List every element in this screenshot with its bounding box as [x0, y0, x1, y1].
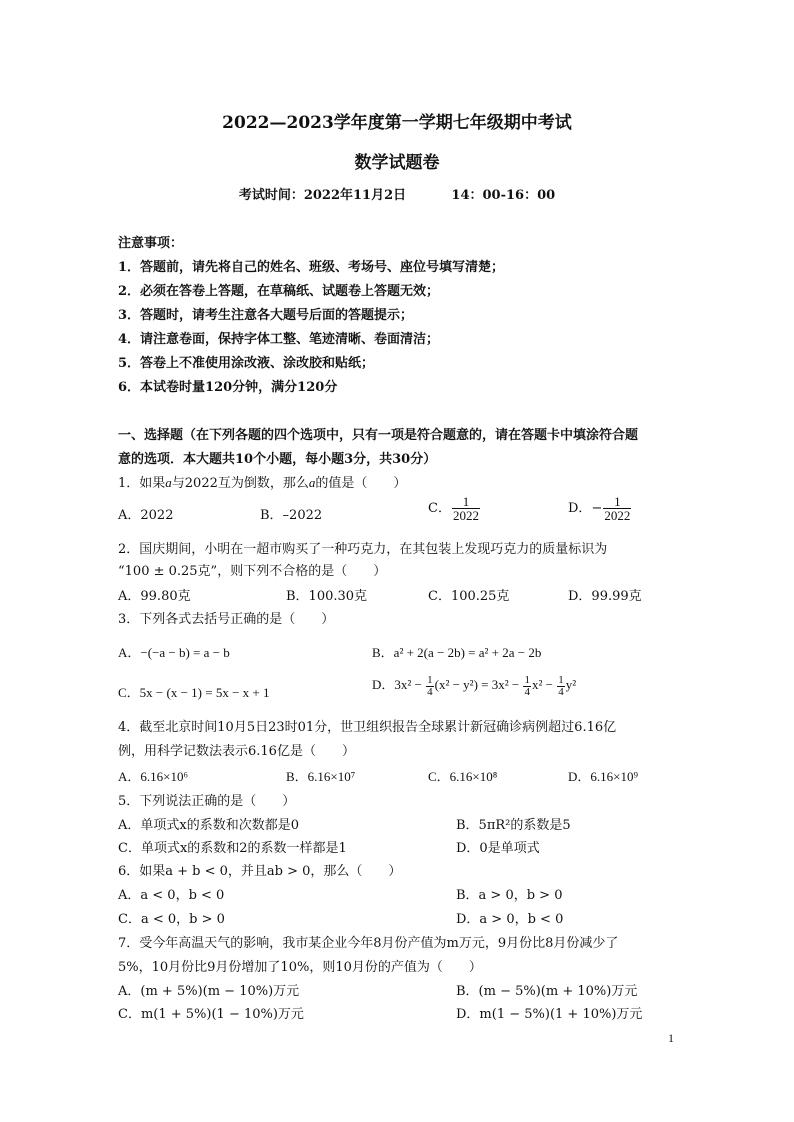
- question-6-option-c: C．a < 0，b > 0: [118, 912, 225, 927]
- exam-title: 2022—2023学年度第一学期七年级期中考试: [222, 113, 572, 133]
- question-2-line1: 2．国庆期间，小明在一超市购买了一种巧克力，在其包装上发现巧克力的质量标识为: [118, 542, 608, 557]
- question-4-option-c: C．6.16×10⁸: [428, 769, 498, 784]
- question-6-stem: 6．如果a + b < 0，并且ab > 0，那么（ ）: [118, 864, 402, 879]
- question-1-option-a: A．2022: [118, 508, 174, 523]
- question-7-line2: 5%，10月份比9月份增加了10%，则10月份的产值为（ ）: [118, 960, 482, 975]
- question-2-line2: “100 ± 0.25克”，则下列不合格的是（ ）: [118, 564, 387, 579]
- question-7-option-c: C．m(1 + 5%)(1 − 10%)万元: [118, 1007, 304, 1022]
- question-2-option-b: B．100.30克: [286, 589, 368, 604]
- question-4-line1: 4．截至北京时间10月5日23时01分，世卫组织报告全球累计新冠确诊病例超过6.16亿: [118, 720, 617, 735]
- question-3-option-a: A．−(−a − b) = a − b: [118, 645, 230, 660]
- question-7-line1: 7．受今年高温天气的影响，我市某企业今年8月份产值为m万元，9月份比8月份减少了: [118, 936, 619, 951]
- question-4-option-b: B．6.16×10⁷: [286, 769, 356, 784]
- note-item: 4．请注意卷面，保持字体工整、笔迹清晰、卷面清洁；: [118, 332, 440, 347]
- question-6-option-d: D．a > 0，b < 0: [456, 912, 564, 927]
- note-item: 6．本试卷时量120分钟，满分120分: [118, 380, 338, 395]
- question-7-option-a: A．(m + 5%)(m − 10%)万元: [118, 984, 300, 999]
- question-3-option-d: D．3x² − $\frac{1}{4}$ (x² − y²) = 3x² − $\frac{1}{4}$ x² − $\frac{1}{4}$ y²: [372, 673, 577, 698]
- question-5-option-a: A．单项式x的系数和次数都是0: [118, 818, 299, 833]
- question-3-stem: 3．下列各式去括号正确的是（ ）: [118, 612, 335, 627]
- question-7-option-d: D．m(1 − 5%)(1 + 10%)万元: [456, 1007, 643, 1022]
- question-1-stem: 1．如果a与2022互为倒数，那么a的值是（ ）: [118, 475, 407, 491]
- exam-time: 考试时间：2022年11月2日 14：00-16：00: [238, 188, 556, 203]
- question-1-option-d: D．− $\frac{1}{2022}$: [568, 494, 631, 523]
- question-5-option-c: C．单项式x的系数和2的系数一样都是1: [118, 841, 347, 856]
- question-6-option-a: A．a < 0，b < 0: [118, 888, 225, 903]
- notes-heading: 注意事项：: [118, 236, 184, 251]
- question-3-option-b: B．a² + 2(a − 2b) = a² + 2a − 2b: [372, 645, 542, 660]
- note-item: 2．必须在答卷上答题，在草稿纸、试题卷上答题无效；: [118, 284, 440, 299]
- exam-subtitle: 数学试题卷: [354, 153, 440, 173]
- question-3-option-c: C．5x − (x − 1) = 5x − x + 1: [118, 685, 270, 700]
- note-item: 5．答卷上不准使用涂改液、涂改胶和贴纸；: [118, 356, 375, 371]
- question-5-option-d: D．0是单项式: [456, 841, 540, 856]
- section-heading-line1: 一、选择题（在下列各题的四个选项中，只有一项是符合题意的，请在答题卡中填涂符合题: [118, 428, 639, 443]
- section-heading-line2: 意的选项．本大题共10个小题，每小题3分，共30分）: [118, 452, 437, 467]
- question-2-option-a: A．99.80克: [118, 589, 191, 604]
- question-5-stem: 5．下列说法正确的是（ ）: [118, 794, 296, 809]
- question-6-option-b: B．a > 0，b > 0: [456, 888, 563, 903]
- question-2-option-c: C．100.25克: [428, 589, 510, 604]
- question-7-option-b: B．(m − 5%)(m + 10%)万元: [456, 984, 638, 999]
- note-item: 1．答题前，请先将自己的姓名、班级、考场号、座位号填写清楚；: [118, 260, 505, 275]
- question-5-option-b: B．5πR²的系数是5: [456, 818, 571, 833]
- page-number: 1: [668, 1031, 674, 1045]
- question-1-option-c: C． $\frac{1}{2022}$: [428, 494, 479, 523]
- note-item: 3．答题时，请考生注意各大题号后面的答题提示；: [118, 308, 414, 323]
- question-4-line2: 例，用科学记数法表示6.16亿是（ ）: [118, 744, 355, 759]
- question-1-option-b: B．–2022: [260, 508, 323, 523]
- question-2-option-d: D．99.99克: [568, 589, 642, 604]
- question-4-option-d: D．6.16×10⁹: [568, 769, 639, 784]
- question-4-option-a: A．6.16×10⁶: [118, 769, 189, 784]
